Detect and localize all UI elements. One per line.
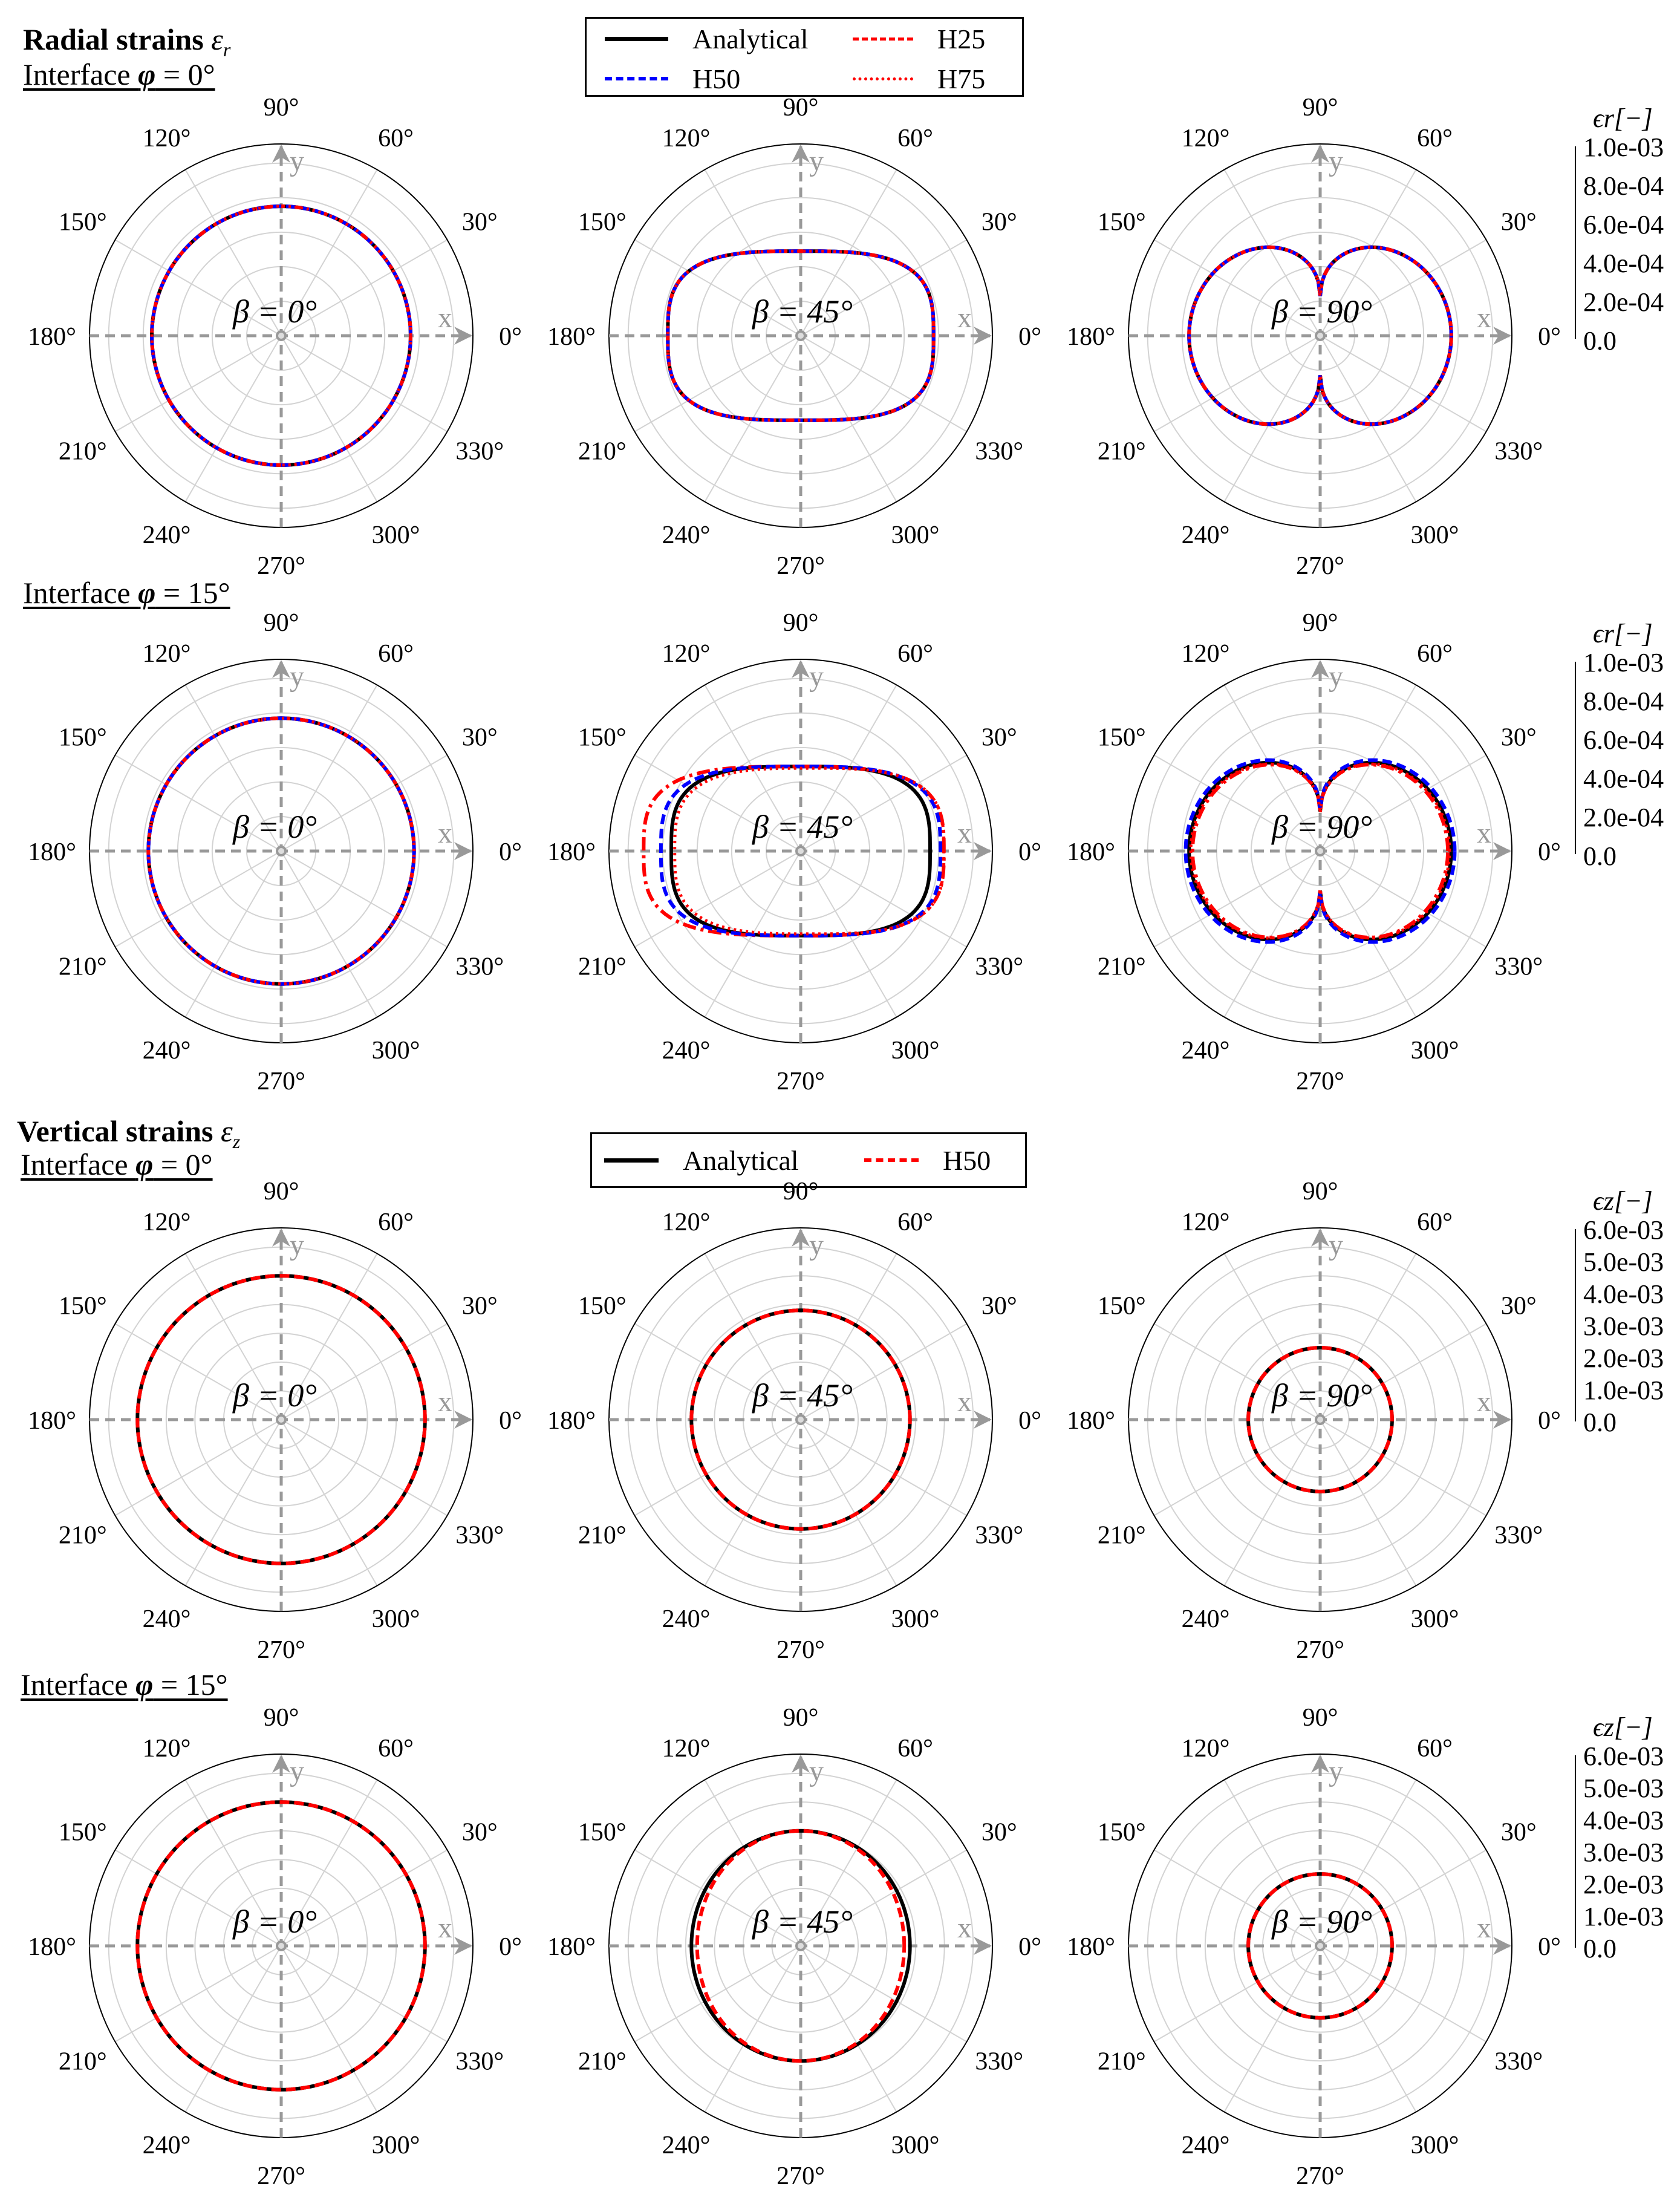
svg-text:60°: 60° (1417, 124, 1453, 152)
svg-text:300°: 300° (891, 2132, 940, 2160)
svg-text:120°: 120° (142, 639, 191, 668)
svg-text:150°: 150° (1097, 723, 1146, 752)
svg-text:x: x (438, 1386, 452, 1418)
svg-text:300°: 300° (891, 1037, 940, 1065)
svg-text:180°: 180° (28, 323, 76, 351)
svg-text:300°: 300° (1410, 2132, 1459, 2160)
svg-text:x: x (1477, 1386, 1491, 1418)
svg-text:210°: 210° (1097, 1521, 1146, 1550)
radial-symbol: $\varepsilon_r$ (211, 22, 231, 60)
svg-text:x: x (957, 302, 972, 334)
svg-text:300°: 300° (371, 521, 420, 550)
svg-text:180°: 180° (1067, 323, 1115, 351)
svg-text:30°: 30° (461, 723, 498, 752)
svg-text:y: y (1329, 1229, 1343, 1261)
svg-text:30°: 30° (1500, 1818, 1537, 1847)
vertical-colorbar-row2: ϵz[−] 6.0e-03 5.0e-03 4.0e-03 3.0e-03 2.0e-03 1.0e-03 0.0 (1572, 1712, 1680, 1966)
svg-text:0°: 0° (1018, 838, 1041, 866)
svg-text:240°: 240° (142, 2132, 191, 2160)
svg-text:30°: 30° (981, 1818, 1017, 1847)
svg-text:y: y (290, 145, 304, 177)
svg-text:60°: 60° (378, 639, 414, 668)
beta-label: β = 45° (752, 1904, 853, 1940)
beta-label: β = 45° (752, 293, 853, 330)
svg-text:30°: 30° (981, 723, 1017, 752)
svg-text:y: y (809, 661, 824, 693)
svg-text:120°: 120° (662, 639, 711, 668)
svg-text:150°: 150° (58, 1818, 107, 1847)
svg-text:270°: 270° (257, 2162, 305, 2190)
svg-text:300°: 300° (891, 521, 940, 550)
svg-text:30°: 30° (461, 208, 498, 237)
svg-text:60°: 60° (378, 1208, 414, 1236)
svg-text:120°: 120° (1181, 124, 1230, 152)
svg-text:270°: 270° (1296, 1636, 1344, 1664)
svg-text:150°: 150° (58, 723, 107, 752)
polar-plot (1067, 1704, 1561, 2190)
svg-text:60°: 60° (1417, 1734, 1453, 1763)
legend-item-analytical-z: Analytical (592, 1144, 864, 1176)
svg-text:150°: 150° (1097, 1818, 1146, 1847)
svg-text:x: x (1477, 302, 1491, 334)
svg-text:90°: 90° (263, 94, 299, 122)
svg-text:60°: 60° (1417, 639, 1453, 668)
svg-text:300°: 300° (1410, 1037, 1459, 1065)
polar-plot (547, 609, 1041, 1095)
svg-text:120°: 120° (142, 1734, 191, 1763)
svg-text:240°: 240° (662, 2132, 711, 2160)
svg-text:210°: 210° (578, 2047, 627, 2076)
svg-text:0°: 0° (499, 1933, 522, 1961)
svg-text:240°: 240° (1181, 2132, 1230, 2160)
svg-text:y: y (1329, 1755, 1343, 1787)
polar-plot (1067, 94, 1561, 580)
svg-text:300°: 300° (1410, 1605, 1459, 1634)
svg-text:0°: 0° (499, 1407, 522, 1435)
svg-text:240°: 240° (1181, 521, 1230, 550)
interface-label-vertical-15: Interface φ = 15° (21, 1668, 228, 1701)
svg-text:30°: 30° (1500, 723, 1537, 752)
svg-text:0°: 0° (499, 838, 522, 866)
svg-text:270°: 270° (777, 1068, 825, 1095)
polar-plot (1067, 1178, 1561, 1664)
svg-text:90°: 90° (783, 1704, 819, 1732)
svg-text:120°: 120° (1181, 639, 1230, 668)
svg-text:270°: 270° (1296, 1068, 1344, 1095)
svg-text:300°: 300° (371, 2132, 420, 2160)
svg-text:240°: 240° (662, 1037, 711, 1065)
svg-text:270°: 270° (257, 552, 305, 580)
svg-text:y: y (1329, 145, 1343, 177)
interface-label-radial-0: Interface φ = 0° (23, 57, 215, 91)
svg-text:x: x (957, 817, 972, 849)
interface-label-radial-15: Interface φ = 15° (23, 576, 230, 610)
svg-text:0°: 0° (1538, 1933, 1561, 1961)
svg-text:y: y (809, 145, 824, 177)
svg-text:x: x (957, 1912, 972, 1944)
svg-text:240°: 240° (142, 1037, 191, 1065)
svg-text:90°: 90° (1302, 609, 1338, 637)
legend-item-h50: H50 (587, 63, 853, 95)
polar-plot (547, 1704, 1041, 2190)
svg-text:210°: 210° (1097, 437, 1146, 466)
svg-text:y: y (809, 1755, 824, 1787)
svg-text:30°: 30° (981, 208, 1017, 237)
svg-text:60°: 60° (897, 124, 933, 152)
svg-text:330°: 330° (975, 437, 1024, 466)
svg-text:90°: 90° (263, 1704, 299, 1732)
legend-item-h50-z: H50 (864, 1144, 991, 1176)
svg-text:0°: 0° (1538, 838, 1561, 866)
svg-text:30°: 30° (1500, 1292, 1537, 1320)
svg-text:330°: 330° (455, 437, 504, 466)
polar-plot (28, 94, 522, 580)
legend-item-h75: H75 (853, 63, 985, 95)
svg-text:330°: 330° (455, 2047, 504, 2076)
svg-text:90°: 90° (1302, 1704, 1338, 1732)
radial-colorbar-row2: ϵr[−] 1.0e-03 8.0e-04 6.0e-04 4.0e-04 2.0e-04 0.0 (1572, 618, 1680, 872)
svg-text:180°: 180° (28, 1933, 76, 1961)
polar-plot (1067, 609, 1561, 1095)
svg-text:x: x (438, 302, 452, 334)
svg-text:x: x (438, 817, 452, 849)
svg-text:270°: 270° (777, 1636, 825, 1664)
svg-text:180°: 180° (1067, 1933, 1115, 1961)
svg-text:30°: 30° (461, 1292, 498, 1320)
svg-text:150°: 150° (1097, 1292, 1146, 1320)
svg-text:x: x (957, 1386, 972, 1418)
polar-plot (547, 1178, 1041, 1664)
polar-plot (28, 609, 522, 1095)
svg-text:270°: 270° (1296, 2162, 1344, 2190)
interface-label-vertical-0: Interface φ = 0° (21, 1147, 213, 1181)
svg-text:0°: 0° (1018, 1407, 1041, 1435)
radial-title-text: Radial strains (23, 22, 204, 56)
svg-text:y: y (809, 1229, 824, 1261)
svg-text:330°: 330° (1494, 437, 1543, 466)
beta-label: β = 90° (1272, 809, 1372, 845)
beta-label: β = 45° (752, 1377, 853, 1414)
svg-text:60°: 60° (378, 1734, 414, 1763)
svg-text:180°: 180° (1067, 838, 1115, 866)
svg-text:x: x (438, 1912, 452, 1944)
svg-text:270°: 270° (777, 2162, 825, 2190)
svg-text:330°: 330° (975, 1521, 1024, 1550)
svg-text:270°: 270° (777, 552, 825, 580)
beta-label: β = 0° (233, 1377, 317, 1414)
polar-plot (547, 94, 1041, 580)
beta-label: β = 0° (233, 809, 317, 845)
svg-text:120°: 120° (1181, 1734, 1230, 1763)
svg-text:210°: 210° (58, 1521, 107, 1550)
svg-text:150°: 150° (578, 1292, 627, 1320)
svg-text:180°: 180° (547, 838, 596, 866)
svg-text:120°: 120° (662, 124, 711, 152)
svg-text:210°: 210° (578, 437, 627, 466)
svg-text:30°: 30° (461, 1818, 498, 1847)
svg-text:60°: 60° (897, 1734, 933, 1763)
svg-text:240°: 240° (1181, 1605, 1230, 1634)
svg-text:60°: 60° (897, 639, 933, 668)
svg-text:120°: 120° (662, 1208, 711, 1236)
beta-label: β = 0° (233, 293, 317, 330)
svg-text:60°: 60° (897, 1208, 933, 1236)
svg-text:x: x (1477, 1912, 1491, 1944)
svg-text:240°: 240° (142, 1605, 191, 1634)
vertical-symbol: $\varepsilon_z$ (221, 1114, 241, 1152)
svg-text:300°: 300° (371, 1605, 420, 1634)
svg-text:330°: 330° (1494, 2047, 1543, 2076)
svg-text:270°: 270° (257, 1068, 305, 1095)
svg-text:180°: 180° (28, 838, 76, 866)
beta-label: β = 0° (233, 1904, 317, 1940)
svg-text:330°: 330° (975, 2047, 1024, 2076)
svg-text:150°: 150° (58, 1292, 107, 1320)
svg-text:120°: 120° (142, 124, 191, 152)
svg-text:270°: 270° (1296, 552, 1344, 580)
svg-text:150°: 150° (1097, 208, 1146, 237)
svg-text:210°: 210° (58, 437, 107, 466)
vertical-title-text: Vertical strains (17, 1114, 213, 1148)
svg-text:210°: 210° (1097, 2047, 1146, 2076)
svg-text:240°: 240° (1181, 1037, 1230, 1065)
svg-text:0°: 0° (1018, 1933, 1041, 1961)
svg-text:150°: 150° (578, 208, 627, 237)
svg-text:330°: 330° (1494, 953, 1543, 981)
svg-text:0°: 0° (1538, 323, 1561, 351)
svg-text:330°: 330° (455, 953, 504, 981)
vertical-colorbar-row1: ϵz[−] 6.0e-03 5.0e-03 4.0e-03 3.0e-03 2.0e-03 1.0e-03 0.0 (1572, 1186, 1680, 1440)
svg-text:60°: 60° (378, 124, 414, 152)
svg-text:y: y (1329, 661, 1343, 693)
svg-text:90°: 90° (263, 609, 299, 637)
svg-text:60°: 60° (1417, 1208, 1453, 1236)
svg-text:180°: 180° (1067, 1407, 1115, 1435)
svg-text:180°: 180° (28, 1407, 76, 1435)
svg-text:180°: 180° (547, 323, 596, 351)
svg-text:y: y (290, 1755, 304, 1787)
polar-plot (28, 1704, 522, 2190)
svg-text:150°: 150° (578, 1818, 627, 1847)
svg-text:180°: 180° (547, 1407, 596, 1435)
svg-text:210°: 210° (58, 2047, 107, 2076)
svg-text:150°: 150° (58, 208, 107, 237)
beta-label: β = 90° (1272, 1377, 1372, 1414)
svg-text:330°: 330° (1494, 1521, 1543, 1550)
svg-text:330°: 330° (455, 1521, 504, 1550)
svg-text:x: x (1477, 817, 1491, 849)
beta-label: β = 45° (752, 809, 853, 845)
svg-text:90°: 90° (783, 94, 819, 122)
svg-text:120°: 120° (142, 1208, 191, 1236)
legend-item-analytical: Analytical (587, 23, 853, 55)
svg-text:90°: 90° (263, 1178, 299, 1206)
svg-text:y: y (290, 1229, 304, 1261)
svg-text:180°: 180° (547, 1933, 596, 1961)
svg-text:300°: 300° (1410, 521, 1459, 550)
beta-label: β = 90° (1272, 293, 1372, 330)
svg-text:0°: 0° (1538, 1407, 1561, 1435)
svg-text:210°: 210° (1097, 953, 1146, 981)
svg-text:90°: 90° (783, 609, 819, 637)
svg-text:240°: 240° (662, 1605, 711, 1634)
svg-text:120°: 120° (1181, 1208, 1230, 1236)
svg-text:210°: 210° (578, 1521, 627, 1550)
svg-text:150°: 150° (578, 723, 627, 752)
svg-text:0°: 0° (1018, 323, 1041, 351)
svg-text:30°: 30° (1500, 208, 1537, 237)
svg-text:90°: 90° (1302, 94, 1338, 122)
polar-plot (28, 1178, 522, 1664)
svg-text:300°: 300° (371, 1037, 420, 1065)
beta-label: β = 90° (1272, 1904, 1372, 1940)
svg-text:30°: 30° (981, 1292, 1017, 1320)
svg-text:210°: 210° (58, 953, 107, 981)
svg-text:300°: 300° (891, 1605, 940, 1634)
svg-text:240°: 240° (142, 521, 191, 550)
svg-text:330°: 330° (975, 953, 1024, 981)
svg-text:0°: 0° (499, 323, 522, 351)
svg-text:210°: 210° (578, 953, 627, 981)
radial-colorbar-row1: ϵr[−] 1.0e-03 8.0e-04 6.0e-04 4.0e-04 2.0e-04 0.0 (1572, 103, 1680, 357)
svg-text:90°: 90° (1302, 1178, 1338, 1206)
svg-text:270°: 270° (257, 1636, 305, 1664)
svg-text:120°: 120° (662, 1734, 711, 1763)
svg-text:240°: 240° (662, 521, 711, 550)
svg-text:90°: 90° (783, 1178, 819, 1206)
svg-text:y: y (290, 661, 304, 693)
legend-item-h25: H25 (853, 23, 985, 55)
